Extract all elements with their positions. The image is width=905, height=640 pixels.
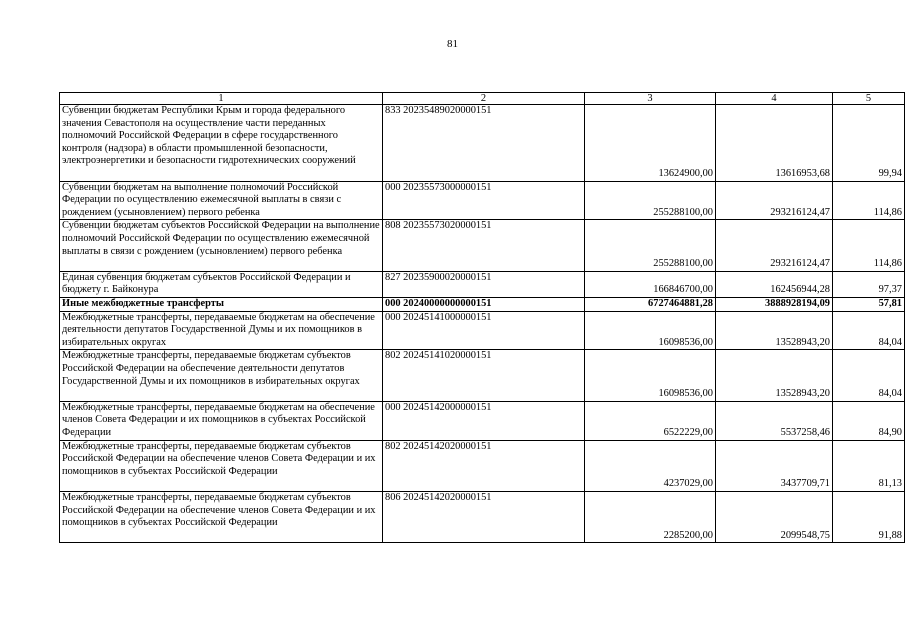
- row-percent-cell: 57,81: [833, 297, 905, 311]
- row-code-cell: 827 20235900020000151: [383, 271, 585, 297]
- row-plan-cell: 13624900,00: [585, 105, 716, 182]
- table-row: [60, 297, 905, 311]
- row-percent-cell: 99,94: [833, 105, 905, 182]
- row-name-cell: Межбюджетные трансферты, передаваемые бюджетам субъектов Российской Федерации на обеспечение членов Совета Федерации и их помощников в субъектах Российской Федерации: [60, 440, 383, 491]
- table-row: [60, 181, 905, 220]
- row-fact-cell: 13616953,68: [716, 105, 833, 182]
- row-percent-cell: 84,04: [833, 350, 905, 401]
- row-name-cell: Межбюджетные трансферты, передаваемые бюджетам субъектов Российской Федерации на обеспечение членов Совета Федерации и их помощников в субъектах Российской Федерации: [60, 491, 383, 542]
- row-plan-cell: 2285200,00: [585, 491, 716, 542]
- row-percent-cell: 81,13: [833, 440, 905, 491]
- row-code-cell: 833 20235489020000151: [383, 105, 585, 182]
- row-fact-cell: 293216124,47: [716, 181, 833, 220]
- row-fact-cell: 13528943,20: [716, 311, 833, 350]
- table-row: [60, 105, 905, 182]
- row-code-cell: 000 20245142000000151: [383, 401, 585, 440]
- table-row: [60, 491, 905, 542]
- row-name-cell: Субвенции бюджетам на выполнение полномочий Российской Федерации по осуществлению ежемесячной выплаты в связи с рождением (усыновлением) первого ребенка: [60, 181, 383, 220]
- row-plan-cell: 6727464881,28: [585, 297, 716, 311]
- column-header-2: 2: [383, 93, 585, 105]
- row-code-cell: 808 20235573020000151: [383, 220, 585, 271]
- page-number: 81: [447, 38, 458, 50]
- row-fact-cell: 162456944,28: [716, 271, 833, 297]
- row-percent-cell: 114,86: [833, 220, 905, 271]
- row-percent-cell: 97,37: [833, 271, 905, 297]
- row-name-cell: Единая субвенция бюджетам субъектов Российской Федерации и бюджету г. Байконура: [60, 271, 383, 297]
- row-name-cell: Межбюджетные трансферты, передаваемые бюджетам субъектов Российской Федерации на обеспечение деятельности депутатов Государственной Думы и их помощников в избирательных округах: [60, 350, 383, 401]
- table-header-row: [60, 93, 905, 105]
- row-name-cell: Межбюджетные трансферты, передаваемые бюджетам на обеспечение деятельности депутатов Государственной Думы и их помощников в избирательных округах: [60, 311, 383, 350]
- row-percent-cell: 84,90: [833, 401, 905, 440]
- row-percent-cell: 84,04: [833, 311, 905, 350]
- row-code-cell: 802 20245142020000151: [383, 440, 585, 491]
- row-code-cell: 000 20235573000000151: [383, 181, 585, 220]
- table-row: [60, 401, 905, 440]
- row-fact-cell: 2099548,75: [716, 491, 833, 542]
- row-name-cell: Субвенции бюджетам субъектов Российской Федерации на выполнение полномочий Российской Федерации по осуществлению ежемесячной выплаты в связи с рождением (усыновлением) первого ребенка: [60, 220, 383, 271]
- column-header-3: 3: [585, 93, 716, 105]
- table-body: [60, 105, 905, 543]
- row-percent-cell: 91,88: [833, 491, 905, 542]
- table-row: [60, 350, 905, 401]
- row-code-cell: 802 20245141020000151: [383, 350, 585, 401]
- row-name-cell: Межбюджетные трансферты, передаваемые бюджетам на обеспечение членов Совета Федерации и их помощников в субъектах Российской Федерации: [60, 401, 383, 440]
- row-code-cell: 000 20240000000000151: [383, 297, 585, 311]
- row-fact-cell: 13528943,20: [716, 350, 833, 401]
- row-fact-cell: 5537258,46: [716, 401, 833, 440]
- row-plan-cell: 255288100,00: [585, 220, 716, 271]
- row-name-cell: Субвенции бюджетам Республики Крым и города федерального значения Севастополя на осуществление части переданных полномочий Российской Федерации в сфере государственного контроля (надзора) в области промышленной безопасности, электроэнергетики и безопасности гидротехнических сооружений: [60, 105, 383, 182]
- row-plan-cell: 16098536,00: [585, 311, 716, 350]
- column-header-4: 4: [716, 93, 833, 105]
- row-code-cell: 806 20245142020000151: [383, 491, 585, 542]
- row-fact-cell: 3437709,71: [716, 440, 833, 491]
- column-header-1: 1: [60, 93, 383, 105]
- table-row: [60, 220, 905, 271]
- row-fact-cell: 3888928194,09: [716, 297, 833, 311]
- row-plan-cell: 166846700,00: [585, 271, 716, 297]
- table-row: [60, 311, 905, 350]
- row-percent-cell: 114,86: [833, 181, 905, 220]
- table-row: [60, 440, 905, 491]
- row-plan-cell: 4237029,00: [585, 440, 716, 491]
- row-plan-cell: 16098536,00: [585, 350, 716, 401]
- budget-table: [59, 92, 905, 543]
- row-fact-cell: 293216124,47: [716, 220, 833, 271]
- row-code-cell: 000 20245141000000151: [383, 311, 585, 350]
- row-plan-cell: 255288100,00: [585, 181, 716, 220]
- row-name-cell: Иные межбюджетные трансферты: [60, 297, 383, 311]
- table-row: [60, 271, 905, 297]
- column-header-5: 5: [833, 93, 905, 105]
- row-plan-cell: 6522229,00: [585, 401, 716, 440]
